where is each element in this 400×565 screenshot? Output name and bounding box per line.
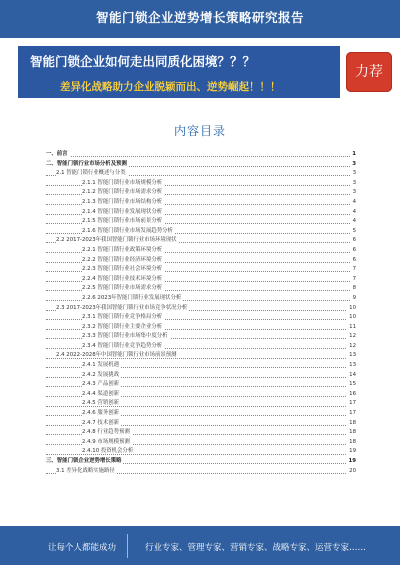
toc-entry-page: 13: [347, 351, 356, 361]
toc-entry-label: 2.3.2 智能门锁行业主要企业分析: [82, 323, 163, 330]
footer-expert-list: 行业专家、管理专家、营销专家、战略专家、运营专家……: [145, 543, 367, 553]
toc-entry-label: 2.3.4 智能门锁行业竞争趋势分析: [82, 342, 163, 349]
toc-entry[interactable]: [46, 275, 356, 285]
toc-entry[interactable]: [46, 467, 356, 477]
toc-entry[interactable]: [46, 380, 356, 390]
toc-entry-label: 2.1.3 智能门锁行业市场结构分析: [82, 198, 163, 205]
toc-entry-page: 5: [351, 227, 356, 237]
toc-entry[interactable]: [46, 399, 356, 409]
toc-entry[interactable]: [46, 246, 356, 256]
toc-entry[interactable]: [46, 361, 356, 371]
toc-entry-label: 三、智能门锁企业逆势增长策略: [46, 458, 122, 464]
toc-entry-page: 20: [347, 467, 356, 477]
footer-slogan: 让每个人都能成功: [48, 543, 117, 553]
toc-entry-label: 2.1.6 智能门锁行业市场发展趋势分析: [82, 227, 173, 234]
toc-entry[interactable]: [46, 227, 356, 237]
toc-entry[interactable]: [46, 323, 356, 333]
hero-headline: 智能门锁企业如何走出同质化困境？？？: [30, 54, 256, 69]
toc-entry[interactable]: [46, 294, 356, 304]
toc-entry-page: 6: [351, 246, 356, 256]
toc-entry[interactable]: [46, 265, 356, 275]
toc-entry-page: 13: [347, 361, 356, 371]
toc-entry[interactable]: [46, 208, 356, 218]
toc-entry[interactable]: [46, 188, 356, 198]
toc-entry[interactable]: [46, 256, 356, 266]
toc-entry-page: 14: [347, 371, 356, 381]
toc-entry-label: 2.2.4 智能门锁行业技术环境分析: [82, 275, 163, 282]
toc-entry-page: 18: [347, 419, 356, 429]
toc-entry[interactable]: [46, 179, 356, 189]
toc-entry[interactable]: [46, 457, 356, 467]
toc-entry-label: 2.1.1 智能门锁行业市场规模分析: [82, 179, 163, 186]
toc-entry-page: 10: [347, 304, 356, 314]
toc-entry-label: 2.4.8 行业趋势预测: [82, 429, 130, 436]
report-title: 智能门锁企业逆势增长策略研究报告: [95, 10, 304, 25]
toc-entry-page: 9: [351, 294, 356, 304]
toc-entry-label: 2.4.9 市场规模预测: [82, 438, 130, 445]
toc-entry[interactable]: [46, 332, 356, 342]
toc-entry-label: 一、前言: [46, 151, 68, 157]
toc-entry-label: 2.4.3 产品创新: [82, 381, 119, 388]
toc-entry[interactable]: [46, 419, 356, 429]
toc-entry[interactable]: [46, 169, 356, 179]
toc-entry-page: 6: [351, 256, 356, 266]
toc-entry-page: 8: [351, 284, 356, 294]
toc-entry-page: 7: [351, 275, 356, 285]
toc-entry[interactable]: [46, 313, 356, 323]
toc-entry-page: 18: [347, 438, 356, 448]
toc-entry-label: 3.1 差异化战略实施路径: [56, 467, 115, 474]
toc-entry-label: 2.4.6 服务创新: [82, 410, 119, 417]
toc-entry-page: 3: [351, 188, 356, 198]
toc-entry-label: 2.3.1 智能门锁行业竞争格局分析: [82, 314, 163, 321]
toc-entry[interactable]: [46, 438, 356, 448]
toc-entry[interactable]: [46, 351, 356, 361]
toc-entry-page: 18: [347, 428, 356, 438]
toc-entry-label: 2.1.4 智能门锁行业发展现状分析: [82, 208, 163, 215]
toc-entry[interactable]: [46, 447, 356, 457]
toc-entry-label: 2.1.5 智能门锁行业市场前景分析: [82, 218, 163, 225]
toc-entry-label: 2.4.5 营销创新: [82, 400, 119, 407]
toc-entry-page: 4: [351, 198, 356, 208]
toc-entry-label: 2.3.3 智能门锁行业市场集中度分析: [82, 333, 168, 340]
toc-entry[interactable]: [46, 284, 356, 294]
toc-entry-page: 4: [351, 217, 356, 227]
toc-entry[interactable]: [46, 371, 356, 381]
toc-entry-page: 3: [351, 179, 356, 189]
toc-entry-label: 2.3 2017-2023年我国智能门锁行业市场竞争状况分析: [56, 304, 188, 311]
toc-entry-page: 4: [351, 208, 356, 218]
toc-entry-page: 10: [347, 313, 356, 323]
toc-entry-page: 17: [347, 399, 356, 409]
toc-entry-label: 2.4.7 技术创新: [82, 419, 119, 426]
footer-divider: [127, 534, 128, 558]
toc-entry-page: 15: [347, 380, 356, 390]
table-of-contents: [46, 150, 356, 476]
toc-entry-page: 3: [351, 169, 356, 179]
toc-entry-label: 2.4.4 渠道创新: [82, 390, 119, 397]
toc-entry-label: 2.4.2 发展挑战: [82, 371, 119, 378]
toc-entry-page: 7: [351, 265, 356, 275]
toc-entry-label: 2.2.6 2023年智能门锁行业发展现状分析: [82, 294, 182, 301]
toc-entry-label: 2.2.2 智能门锁行业经济环境分析: [82, 256, 163, 263]
toc-entry-page: 6: [351, 236, 356, 246]
toc-entry-label: 2.1 智能门锁行业概述与分类: [56, 170, 126, 177]
toc-entry-page: 3: [350, 160, 356, 170]
toc-entry[interactable]: [46, 198, 356, 208]
toc-entry[interactable]: [46, 390, 356, 400]
hero-subline: 差异化战略助力企业脱颖而出、逆势崛起！！！: [60, 81, 281, 93]
toc-entry[interactable]: [46, 217, 356, 227]
brand-logo: 力荐: [346, 52, 392, 92]
toc-entry-page: 1: [350, 150, 356, 160]
toc-entry[interactable]: [46, 150, 356, 160]
toc-entry-label: 2.4 2022-2028年中国智能门锁行业市场前景预测: [56, 352, 177, 359]
toc-entry-label: 二、智能门锁行业市场分析及预测: [46, 160, 127, 167]
toc-entry-label: 2.1.2 智能门锁行业市场需求分析: [82, 189, 163, 196]
toc-entry-label: 2.4.10 投资机会分析: [82, 448, 134, 455]
toc-entry-label: 2.2.5 智能门锁行业市场需求分析: [82, 285, 163, 292]
toc-entry[interactable]: [46, 409, 356, 419]
toc-entry-page: 11: [347, 323, 356, 333]
toc-entry-label: 2.2.3 智能门锁行业社会环境分析: [82, 266, 163, 273]
toc-entry-page: 19: [346, 457, 356, 467]
toc-heading: 内容目录: [173, 124, 226, 138]
toc-entry-page: 12: [347, 332, 356, 342]
toc-entry-page: 19: [347, 447, 356, 457]
toc-entry-label: 2.2 2017-2023年我国智能门锁行业市场环境现状: [56, 237, 177, 244]
toc-entry[interactable]: [46, 428, 356, 438]
toc-entry-page: 12: [347, 342, 356, 352]
toc-entry[interactable]: [46, 342, 356, 352]
toc-entry-label: 2.2.1 智能门锁行业政策环境分析: [82, 246, 163, 253]
toc-entry[interactable]: [46, 236, 356, 246]
toc-entry[interactable]: [46, 160, 356, 170]
toc-entry[interactable]: [46, 304, 356, 314]
toc-entry-page: 17: [347, 409, 356, 419]
toc-entry-label: 2.4.1 发展机遇: [82, 362, 119, 369]
toc-entry-page: 16: [347, 390, 356, 400]
